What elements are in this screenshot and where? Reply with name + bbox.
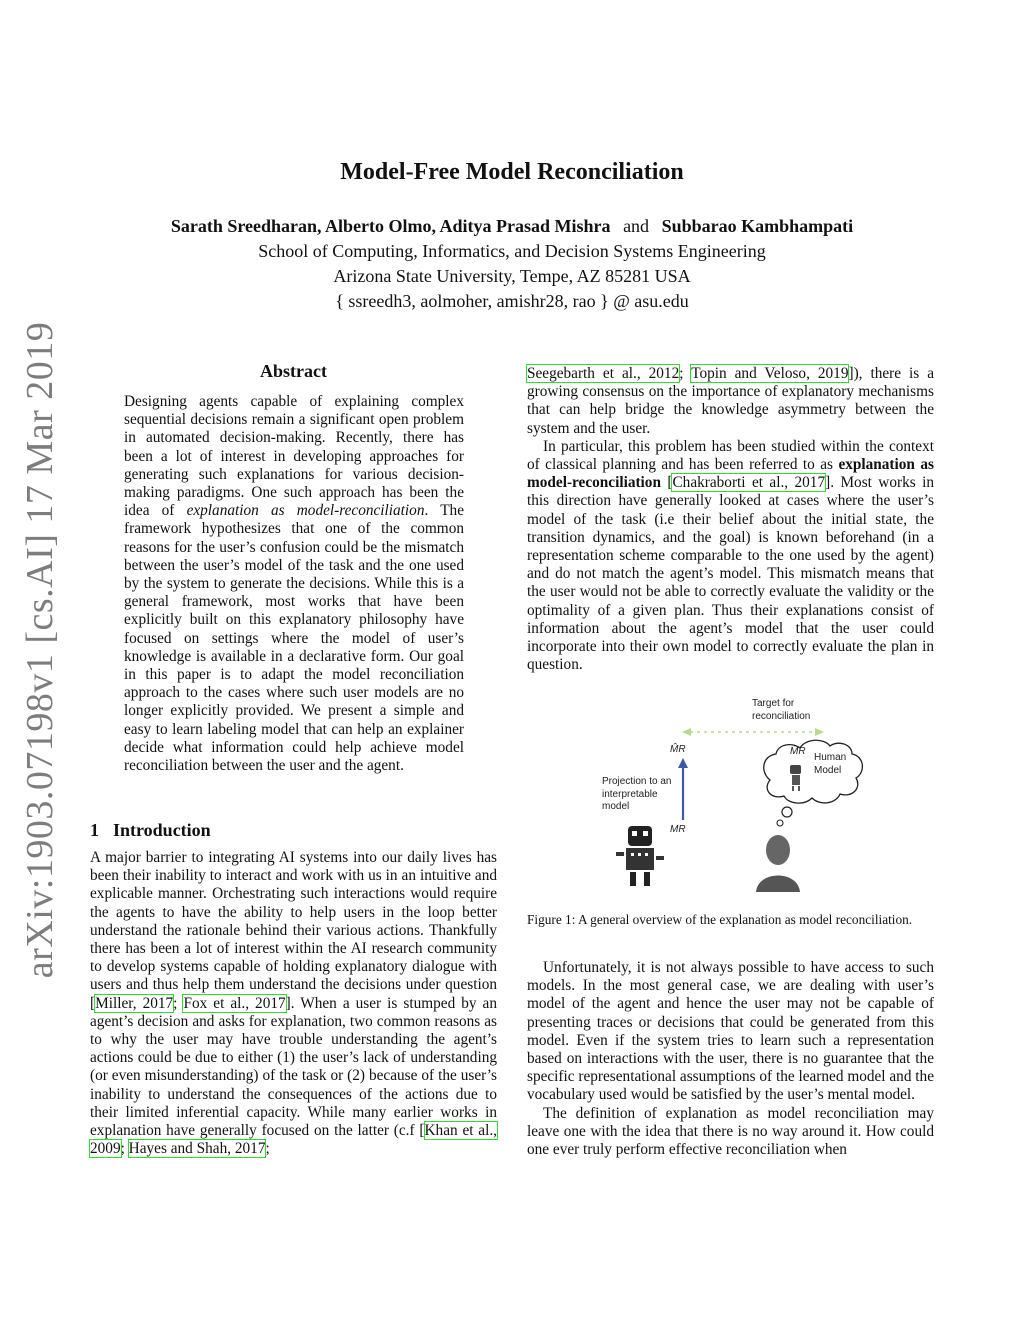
unfortunately-paragraph: Unfortunately, it is not always possible to have access to such models. In the most general case, we are dealing with user’s model of the agent and hence the user may not be capable of presenting traces or decisions that could be generated from this model. Even if the system tries to learn such a representation based on interactions with the user, there is no guarantee that the specific representational assumptions of the learned model and the vocabulary used would be satisfied by the user’s mental model. [527,959,934,1104]
author-and: and [623,216,650,236]
model-hat-label: M̂R [670,744,686,755]
citation-chakraborti[interactable]: Chakraborti et al., 2017 [672,474,826,492]
affiliation-university: Arizona State University, Tempe, AZ 85281 USA [333,266,691,286]
citation-khan[interactable]: Khan et al., 2009 [90,1122,497,1158]
definition-paragraph: The definition of explanation as model reconciliation may leave one with the idea that there is no way around it. How could one ever truly perform effective reconciliation when [527,1104,934,1159]
citation-separator: ; [265,1140,270,1158]
right-column-bottom [527,959,934,1159]
section-title: Introduction [113,820,211,840]
human-model-hat-label: M̂R [790,746,806,757]
dashed-arrow-left [682,728,691,736]
figure-1 [590,692,880,902]
target-label: Target for reconciliation [752,698,811,722]
left-column-intro [90,849,497,1158]
arxiv-stamp [2,321,78,979]
intro-continued-paragraph [527,365,934,438]
model-reconciliation-paragraph [527,438,934,675]
section-heading-introduction [90,820,211,841]
projection-label: Projection to an interpretable model [602,776,672,812]
intro-text-1: A major barrier to integrating AI systems into our daily lives has been their inability to interact and work with us in an intuitive and explicable manner. Orchestrating such interactions would require the agents to have the ability to help users in the loop better understand the rationale behind their various actions. Thankfully there has been a lot of interest within the AI research community to develop systems capable of holding explanatory dialogue with users and thus help them understand the decisions under question [ [90,849,497,1012]
agent-model-label: MR [670,824,686,835]
abstract-heading: Abstract [260,361,327,381]
intro-text-5: ]. Most works in this direction have generally looked at cases where the user’s model of the task (i.e their belief about the initial state, the transition dynamics, and the goal) is known beforehand (in a representation scheme comparable to the one used by the agent) and do not match the agent’s model. This mismatch means that the user would not be able to correctly evaluate the validity or the optimality of a given plan. Thus their explanations consist of information about the agent’s model that the user could incorporate into their own model to correctly evaluate the plan in question. [527,474,935,674]
intro-text-2: ]. When a user is stumped by an agent’s decision and asks for explanation, two common reasons as to why the user may have trouble understanding the agent’s actions could be due to either (1) the user’s lack of understanding (or even misunderstanding) of the task or (2) because of the user’s inability to understand the consequences of the actions due to their limited inferential capacity. While many earlier works in explanation have generally focused on the latter (c.f [ [90,994,497,1140]
robot-icon [616,826,664,886]
citation-separator: ; [679,365,692,382]
paper-title: Model-Free Model Reconciliation [340,159,684,185]
intro-text-3: ]), there is a growing consensus on the importance of explanatory mechanisms that can help bridge the knowledge asymmetry between the system and the user. [527,365,934,437]
citation-fox[interactable]: Fox et al., 2017 [183,994,286,1012]
abstract-part-2: . The framework hypothesizes that one of the common reasons for the user’s confusion could be the mismatch between the user’s model of the task and the one used by the system to generate the decisions. While this is a general framework, most works that have been explicitly built on this explanatory philosophy have focused on settings where the model of user’s knowledge is available in a declarative form. Our goal in this paper is to adapt the model reconciliation approach to the cases where such user models are no longer explicitly provided. We present a simple and easy to learn labeling model that can help an explainer decide what information could help achieve model reconciliation between the user and the agent. [124,502,464,775]
bold-term: explanation as model-reconciliation [527,456,934,492]
citation-miller[interactable]: Miller, 2017 [95,994,174,1012]
intro-paragraph [90,849,497,1158]
abstract-text [124,393,464,775]
figure-caption: Figure 1: A general overview of the explanation as model reconciliation. [527,912,913,927]
citation-separator: ; [120,1140,129,1158]
thought-bubble-small [777,820,783,826]
author-emails: { ssreedh3, aolmoher, amishr28, rao } @ asu.edu [335,291,689,311]
abstract-part-1: Designing agents capable of explaining complex sequential decisions remain a significant open problem in automated decision-making. Recently, there has been a lot of interest in developing approaches for generating such explanations for various decision-making paradigms. One such approach has been the idea of [124,393,464,520]
abstract-emphasis: explanation as model-reconciliation [186,502,425,520]
dashed-arrow-right [815,728,824,736]
right-column-top [527,365,934,674]
citation-seegebarth[interactable]: Seegebarth et al., 2012 [527,365,680,382]
human-model-label: Human Model [814,752,847,776]
citation-separator: [ [660,474,673,492]
author-line [0,214,1024,239]
projection-arrow-head [678,758,688,768]
citation-separator: ; [173,994,184,1012]
section-number: 1 [90,820,99,840]
citation-topin[interactable]: Topin and Veloso, 2019 [691,365,849,382]
author-last: Subbarao Kambhampati [661,216,854,236]
author-block [0,214,1024,314]
human-icon [756,835,800,892]
author-names: Sarath Sreedharan, Alberto Olmo, Aditya Prasad Mishra [170,216,611,236]
thought-bubble-large [782,807,792,817]
arxiv-id: arXiv:1903.07198v1 [cs.AI] 17 Mar 2019 [19,321,62,979]
intro-text-4: In particular, this problem has been studied within the context of classical planning and has been referred to as [527,437,934,474]
citation-hayes[interactable]: Hayes and Shah, 2017 [128,1140,266,1158]
affiliation-school: School of Computing, Informatics, and Decision Systems Engineering [258,241,766,261]
